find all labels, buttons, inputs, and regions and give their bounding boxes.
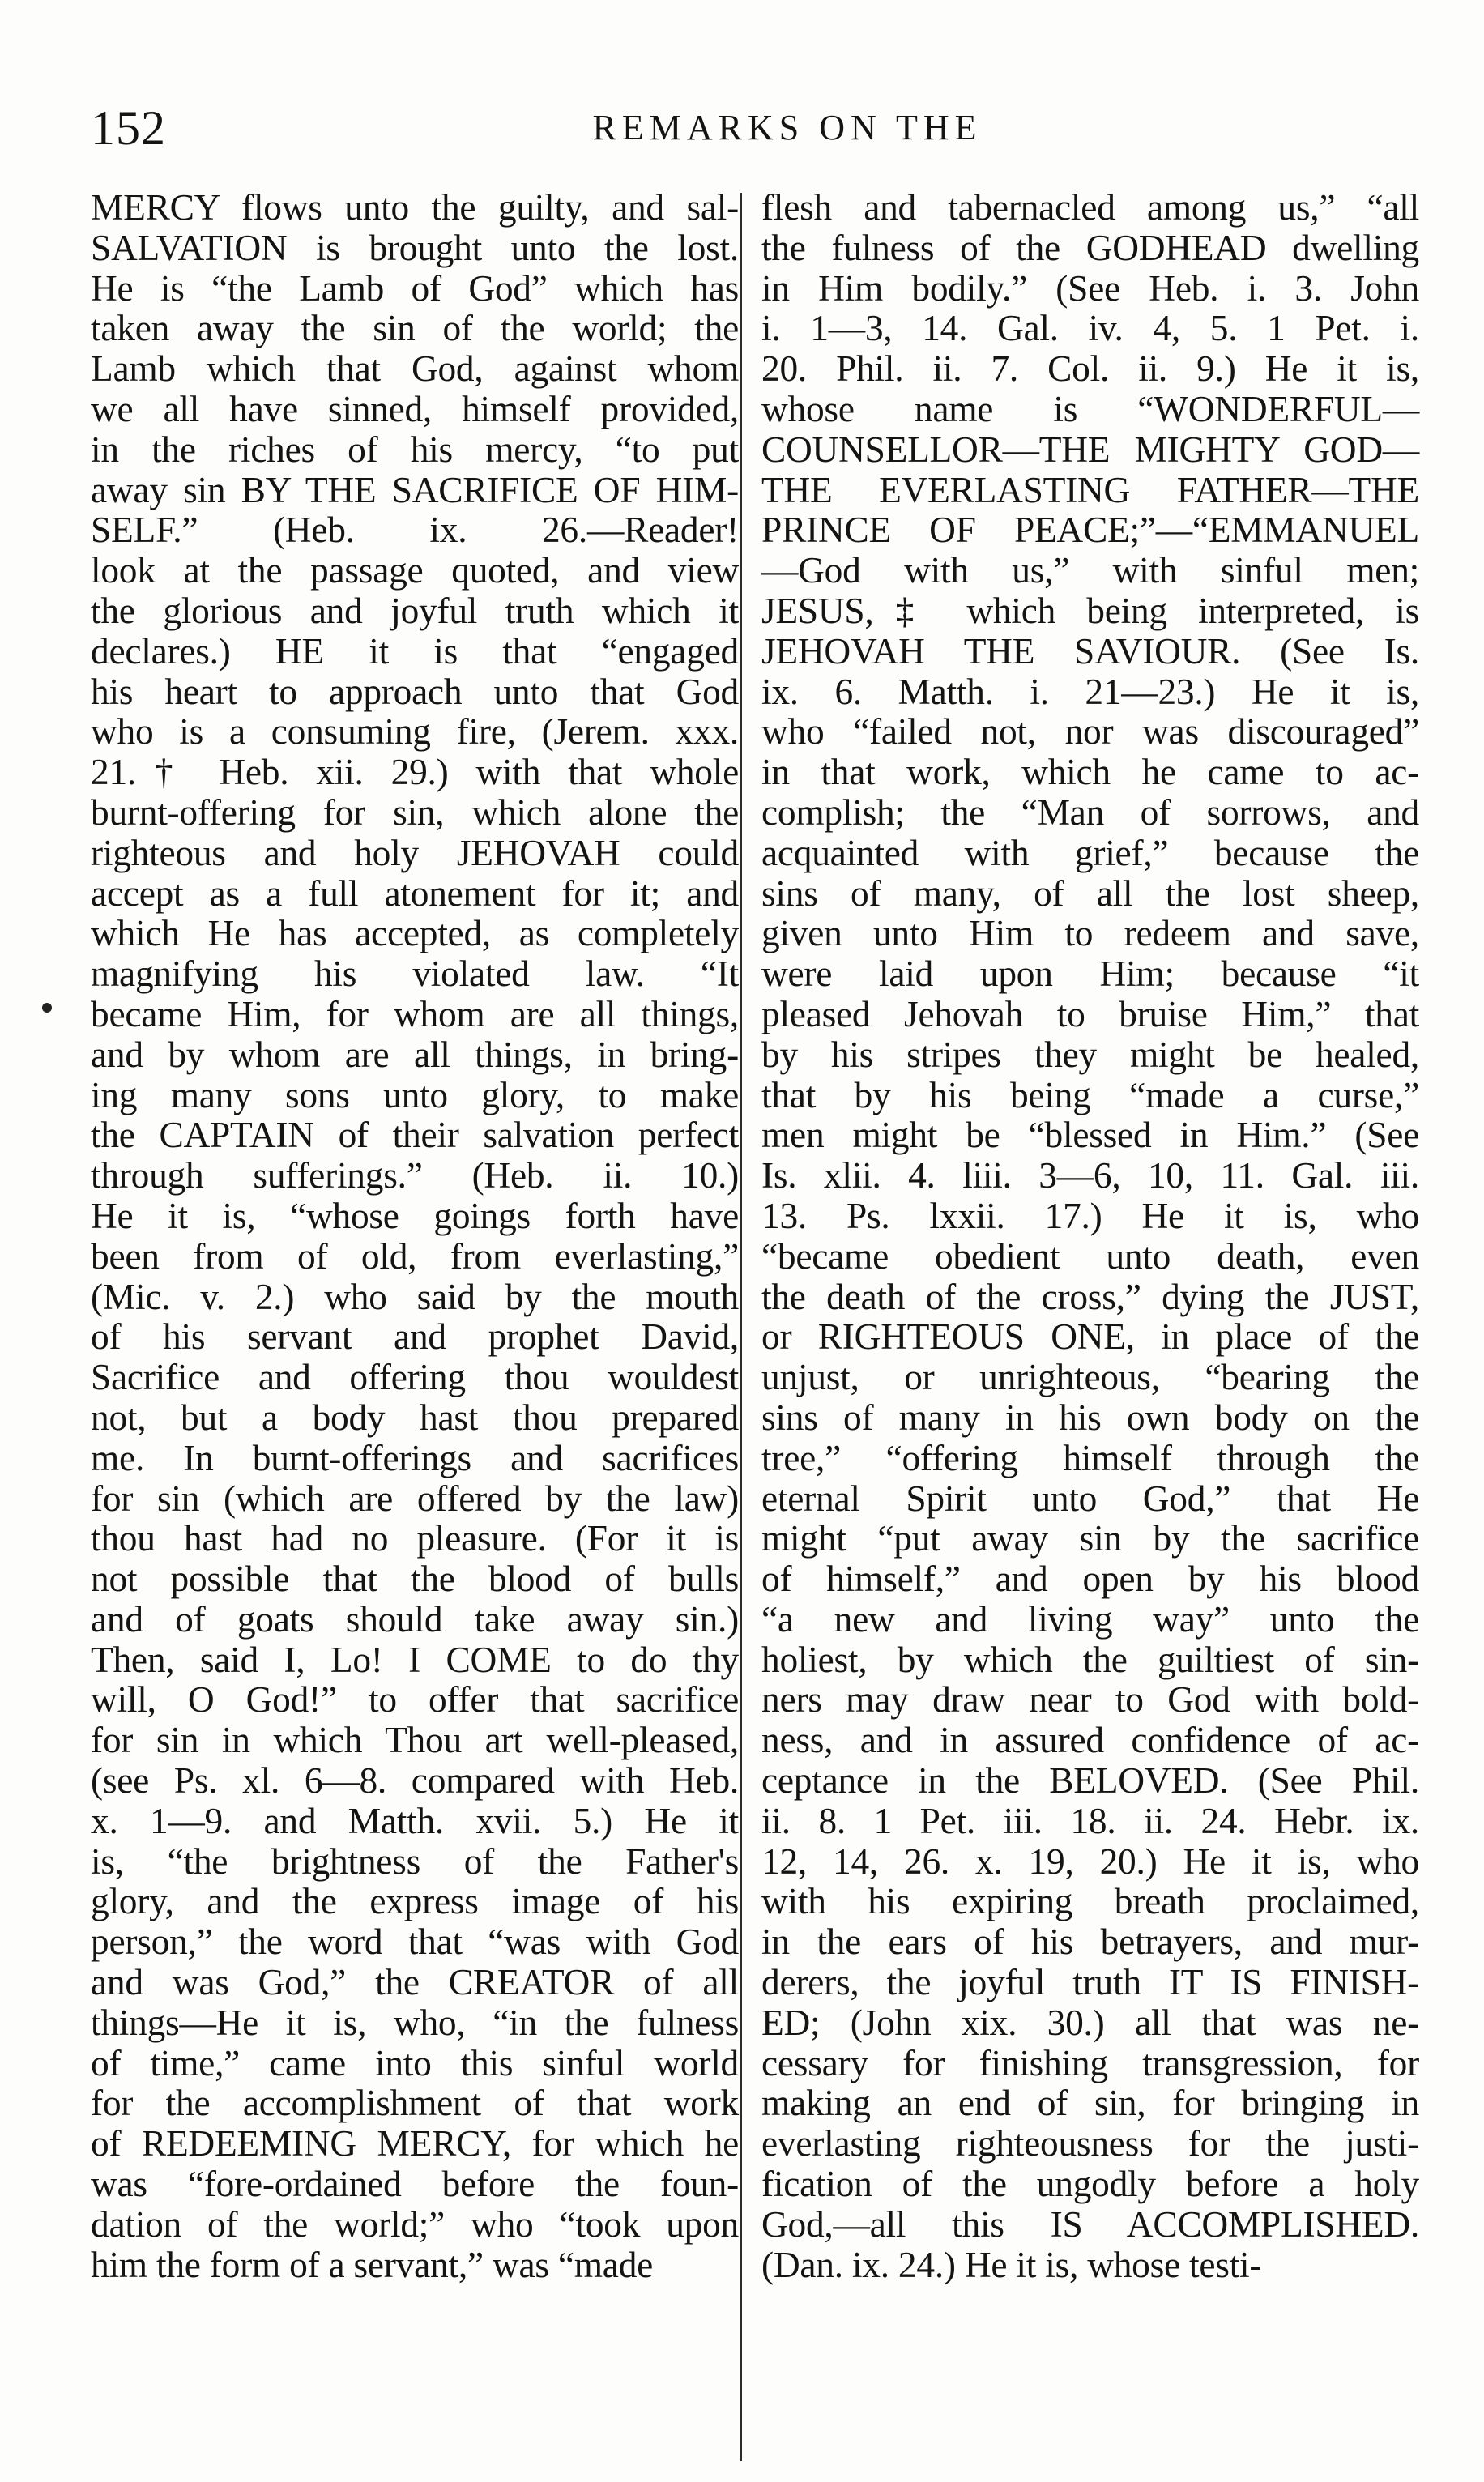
text-line: ners may draw near to God with bold- <box>761 1679 1419 1721</box>
text-line: who “failed not, nor was discouraged” <box>761 711 1419 753</box>
text-line: for sin (which are offered by the law) <box>91 1478 739 1519</box>
text-line: ii. 8. 1 Pet. iii. 18. ii. 24. Hebr. ix. <box>761 1800 1419 1841</box>
text-line: sins of many in his own body on the <box>761 1397 1419 1438</box>
text-line: been from of old, from everlasting,” <box>91 1235 739 1277</box>
text-line: and of goats should take away sin.) <box>91 1598 739 1640</box>
text-line: that by his being “made a curse,” <box>761 1074 1419 1115</box>
text-line: for sin in which Thou art well-pleased, <box>91 1720 739 1761</box>
text-line: making an end of sin, for bringing in <box>761 2083 1419 2124</box>
text-line: —God with us,” with sinful men; <box>761 550 1419 591</box>
text-line: of time,” came into this sinful world <box>91 2042 739 2083</box>
text-line: 20. Phil. ii. 7. Col. ii. 9.) He it is, <box>761 348 1419 390</box>
text-line: ix. 6. Matth. i. 21—23.) He it is, <box>761 671 1419 712</box>
text-line: in the ears of his betrayers, and mur- <box>761 1921 1419 1963</box>
text-line: in Him bodily.” (See Heb. i. 3. John <box>761 267 1419 309</box>
text-line: the death of the cross,” dying the JUST, <box>761 1276 1419 1317</box>
text-line: not, but a body hast thou prepared <box>91 1397 739 1438</box>
text-line: in the riches of his mercy, “to put <box>91 429 739 470</box>
text-line: me. In burnt-offerings and sacrifices <box>91 1437 739 1478</box>
text-line: “became obedient unto death, even <box>761 1235 1419 1277</box>
text-line: 13. Ps. lxxii. 17.) He it is, who <box>761 1195 1419 1236</box>
text-line: or RIGHTEOUS ONE, in place of the <box>761 1316 1419 1358</box>
text-line: eternal Spirit unto God,” that He <box>761 1478 1419 1519</box>
text-line: of REDEEMING MERCY, for which he <box>91 2123 739 2164</box>
text-line: dation of the world;” who “took upon <box>91 2203 739 2245</box>
text-line: burnt-offering for sin, which alone the <box>91 791 739 833</box>
text-line: of himself,” and open by his blood <box>761 1559 1419 1600</box>
text-line: 12, 14, 26. x. 19, 20.) He it is, who <box>761 1840 1419 1882</box>
text-line: sins of many, of all the lost sheep, <box>761 872 1419 914</box>
text-line: thou hast had no pleasure. (For it is <box>91 1518 739 1559</box>
text-line: acquainted with grief,” because the <box>761 832 1419 873</box>
text-line: complish; the “Man of sorrows, and <box>761 791 1419 833</box>
text-line: Lamb which that God, against whom <box>91 348 739 390</box>
text-line: glory, and the express image of his <box>91 1881 739 1922</box>
text-line: “a new and living way” unto the <box>761 1598 1419 1640</box>
text-line: JEHOVAH THE SAVIOUR. (See Is. <box>761 630 1419 672</box>
text-line: accept as a full atonement for it; and <box>91 872 739 914</box>
text-line: him the form of a servant,” was “made <box>91 2244 654 2285</box>
text-line: Is. xlii. 4. liii. 3—6, 10, 11. Gal. iii. <box>761 1155 1419 1196</box>
text-line: for the accomplishment of that work <box>91 2083 739 2124</box>
text-line: men might be “blessed in Him.” (See <box>761 1115 1419 1156</box>
text-line: cessary for finishing transgression, for <box>761 2042 1419 2083</box>
text-line: by his stripes they might be healed, <box>761 1034 1419 1075</box>
running-head <box>91 96 1434 160</box>
text-line: and was God,” the CREATOR of all <box>91 1962 739 2003</box>
text-line: the fulness of the GODHEAD dwelling <box>761 227 1419 268</box>
text-line: (Dan. ix. 24.) He it is, whose testi- <box>761 2244 1262 2285</box>
text-line: ED; (John xix. 30.) all that was ne- <box>761 2002 1419 2043</box>
text-line: x. 1—9. and Matth. xvii. 5.) He it <box>91 1800 739 1841</box>
text-line: through sufferings.” (Heb. ii. 10.) <box>91 1155 739 1196</box>
text-line: was “fore-ordained before the foun- <box>91 2164 739 2205</box>
text-line: and by whom are all things, in bring- <box>91 1034 739 1075</box>
text-line: righteous and holy JEHOVAH could <box>91 832 739 873</box>
page-number: 152 <box>91 101 166 155</box>
text-line: COUNSELLOR—THE MIGHTY GOD— <box>761 429 1419 470</box>
text-line: PRINCE OF PEACE;”—“EMMANUEL <box>761 510 1419 551</box>
text-line: not possible that the blood of bulls <box>91 1559 739 1600</box>
text-line: is, “the brightness of the Father's <box>91 1840 739 1882</box>
text-line: unjust, or unrighteous, “bearing the <box>761 1357 1419 1398</box>
text-line: person,” the word that “was with God <box>91 1921 739 1963</box>
text-line: i. 1—3, 14. Gal. iv. 4, 5. 1 Pet. i. <box>761 308 1419 349</box>
text-line: SALVATION is brought unto the lost. <box>91 227 739 268</box>
text-line: whose name is “WONDERFUL— <box>761 388 1419 429</box>
text-line: Then, said I, Lo! I COME to do thy <box>91 1639 739 1680</box>
column-divider <box>740 193 742 2461</box>
text-line: we all have sinned, himself provided, <box>91 388 739 429</box>
ink-speck <box>42 1003 52 1013</box>
text-line: the CAPTAIN of their salvation perfect <box>91 1115 739 1156</box>
text-line: tree,” “offering himself through the <box>761 1437 1419 1478</box>
text-line: ness, and in assured confidence of ac- <box>761 1720 1419 1761</box>
text-line: given unto Him to redeem and save, <box>761 913 1419 954</box>
text-line: THE EVERLASTING FATHER—THE <box>761 469 1419 510</box>
text-line: became Him, for whom are all things, <box>91 993 739 1034</box>
text-line: things—He it is, who, “in the fulness <box>91 2002 739 2043</box>
running-title: REMARKS ON THE <box>592 108 983 147</box>
text-line: JESUS,‡ which being interpreted, is <box>761 590 1419 631</box>
left-column <box>91 188 739 2285</box>
text-line: his heart to approach unto that God <box>91 671 739 712</box>
text-line: the glorious and joyful truth which it <box>91 590 739 631</box>
text-line: pleased Jehovah to bruise Him,” that <box>761 993 1419 1034</box>
text-line: He is “the Lamb of God” which has <box>91 267 739 309</box>
text-line: with his expiring breath proclaimed, <box>761 1881 1419 1922</box>
text-line: holiest, by which the guiltiest of sin- <box>761 1639 1419 1680</box>
text-line: Sacrifice and offering thou wouldest <box>91 1357 739 1398</box>
text-line: magnifying his violated law. “It <box>91 953 739 995</box>
text-line: will, O God!” to offer that sacrifice <box>91 1679 739 1721</box>
text-line: were laid upon Him; because “it <box>761 953 1419 995</box>
text-line: might “put away sin by the sacrifice <box>761 1518 1419 1559</box>
text-line: He it is, “whose goings forth have <box>91 1195 739 1236</box>
text-line: MERCY flows unto the guilty, and sal- <box>91 187 739 228</box>
text-line: ing many sons unto glory, to make <box>91 1074 739 1115</box>
text-line: fication of the ungodly before a holy <box>761 2164 1419 2205</box>
text-line: (Mic. v. 2.) who said by the mouth <box>91 1276 739 1317</box>
text-line: declares.) HE it is that “engaged <box>91 630 739 672</box>
text-line: in that work, which he came to ac- <box>761 752 1419 793</box>
text-line: ceptance in the BELOVED. (See Phil. <box>761 1760 1419 1802</box>
text-line: derers, the joyful truth IT IS FINISH- <box>761 1962 1419 2003</box>
text-line: which He has accepted, as completely <box>91 913 739 954</box>
text-line: taken away the sin of the world; the <box>91 308 739 349</box>
text-line: look at the passage quoted, and view <box>91 550 739 591</box>
text-line: everlasting righteousness for the justi- <box>761 2123 1419 2164</box>
text-line: flesh and tabernacled among us,” “all <box>761 187 1419 228</box>
text-line: of his servant and prophet David, <box>91 1316 739 1358</box>
text-line: who is a consuming fire, (Jerem. xxx. <box>91 711 739 753</box>
right-column <box>761 188 1419 2285</box>
text-line: God,—all this IS ACCOMPLISHED. <box>761 2203 1419 2245</box>
text-line: 21.† Heb. xii. 29.) with that whole <box>91 752 739 793</box>
text-line: away sin BY THE SACRIFICE OF HIM- <box>91 469 739 510</box>
text-line: (see Ps. xl. 6—8. compared with Heb. <box>91 1760 739 1802</box>
text-line: SELF.” (Heb. ix. 26.—Reader! <box>91 510 739 551</box>
